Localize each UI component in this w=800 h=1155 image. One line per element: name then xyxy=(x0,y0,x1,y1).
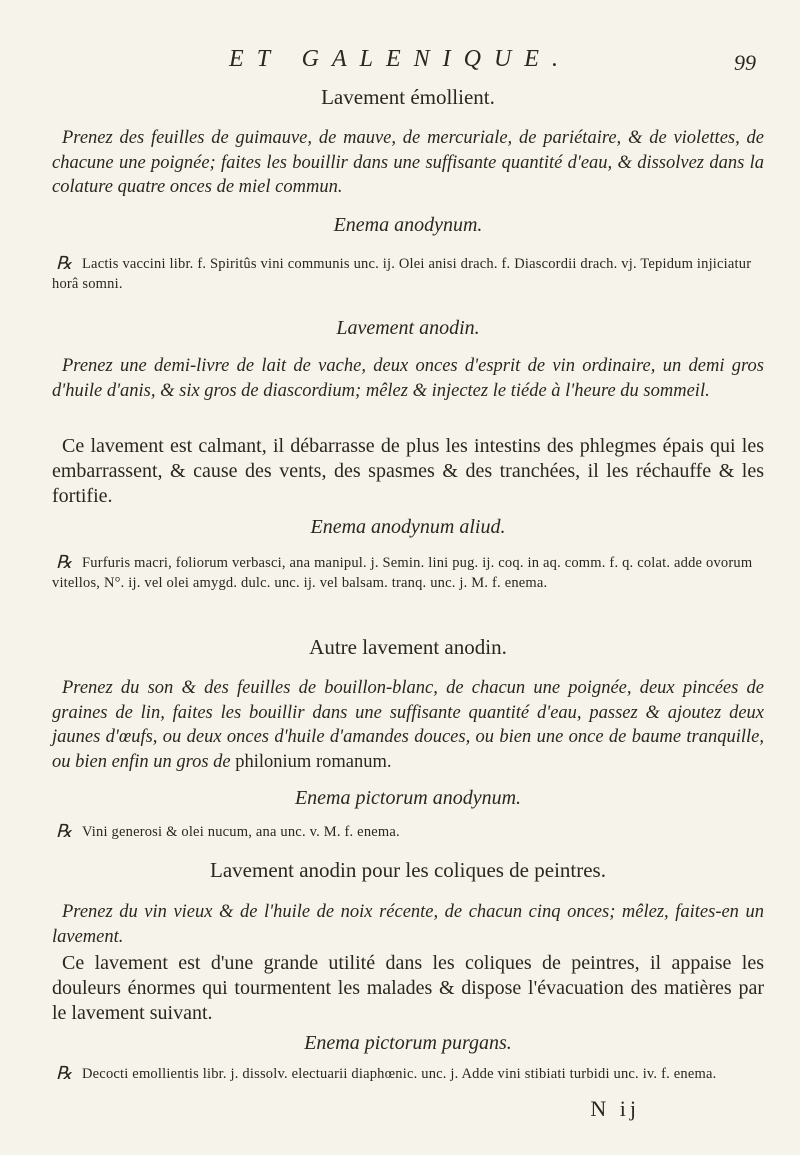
section-autre-lavement-anodin xyxy=(52,634,764,660)
latin-text: Vini generosi & olei nucum, ana unc. v. M. f. enema. xyxy=(82,824,400,840)
section-enema-pictorum-purgans xyxy=(52,1030,764,1056)
page-number: 99 xyxy=(734,50,756,75)
signature-mark: N ij xyxy=(590,1096,640,1121)
section-title: Enema anodynum aliud. xyxy=(310,516,506,538)
latin-prescription xyxy=(52,1064,764,1084)
latin-prescription xyxy=(52,254,764,294)
recipe-text xyxy=(52,900,764,949)
latin-prescription xyxy=(52,553,764,593)
recipe-paragraph: Prenez une demi-livre de lait de vache, deux onces d'esprit de vin ordinaire, un demi gros d'huile d'anis, & six gros de diascordium; mêlez & injectez le tiéde à l'heure du sommeil. xyxy=(52,356,764,401)
rx-symbol: ℞ xyxy=(56,552,73,572)
recipe-text xyxy=(52,354,764,403)
section-enema-pictorum-anodynum xyxy=(52,785,764,811)
section-title: Lavement anodin. xyxy=(336,317,480,339)
section-title: Lavement anodin pour les coliques de peintres. xyxy=(210,858,606,882)
recipe-paragraph: Prenez des feuilles de guimauve, de mauve, de mercuriale, de pariétaire, & de violettes, de chacune une poignée; faites les bouillir dans une suffisante quantité d'eau, & dissolvez dans la colature quatre onces de miel commun. xyxy=(52,128,764,197)
section-lavement-peintres xyxy=(52,857,764,883)
section-enema-anodynum-aliud xyxy=(52,514,764,540)
rx-symbol: ℞ xyxy=(56,1063,73,1083)
latin-text: Lactis vaccini libr. f. Spiritûs vini communis unc. ij. Olei anisi drach. f. Diascordii drach. vj. Tepidum injiciatur horâ somni. xyxy=(52,256,752,292)
section-title: Enema anodynum. xyxy=(333,214,483,236)
section-enema-anodynum xyxy=(52,212,764,238)
section-lavement-anodin xyxy=(52,315,764,341)
running-head: ET GALENIQUE. xyxy=(229,46,571,72)
recipe-text xyxy=(52,126,764,200)
commentary-text xyxy=(52,951,764,1026)
recipe-paragraph: Prenez du son & des feuilles de bouillon-blanc, de chacun une poignée, deux pincées de graines de lin, faites les bouillir dans une suffisante quantité d'eau, passez & ajoutez deux jaunes d'œufs, ou deux onces d'huile d'amandes douces, ou bien une once de baume tranquille, ou bien enfin un gros de philonium romanum. xyxy=(52,678,764,772)
commentary-text xyxy=(52,434,764,509)
rx-symbol: ℞ xyxy=(56,253,73,273)
philonium-romanum: philonium romanum. xyxy=(235,751,392,772)
commentary-paragraph: Ce lavement est calmant, il débarrasse de plus les intestins des phlegmes épais qui les embarrassent, & cause des vents, des spasmes & des tranchées, il les réchauffe & les fortifie. xyxy=(52,435,764,507)
section-title: Enema pictorum anodynum. xyxy=(294,787,522,809)
commentary-paragraph: Ce lavement est d'une grande utilité dans les coliques de peintres, il appaise les douleurs énormes qui tourmentent les malades & dispose l'évacuation des matières par le lavement suivant. xyxy=(52,952,764,1024)
section-title: Autre lavement anodin. xyxy=(309,635,507,659)
recipe-paragraph: Prenez du vin vieux & de l'huile de noix récente, de chacun cinq onces; mêlez, faites-en un lavement. xyxy=(52,902,764,947)
section-title: Enema pictorum purgans. xyxy=(304,1032,512,1054)
section-title: Lavement émollient. xyxy=(321,85,495,109)
recipe-text xyxy=(52,676,764,774)
latin-prescription xyxy=(52,822,764,842)
latin-text: Decocti emollientis libr. j. dissolv. electuarii diaphœnic. unc. j. Adde vini stibiati turbidi unc. iv. f. enema. xyxy=(82,1066,717,1082)
latin-text: Furfuris macri, foliorum verbasci, ana manipul. j. Semin. lini pug. ij. coq. in aq. comm. f. q. colat. adde ovorum vitellos, N°. ij. vel olei amygd. dulc. unc. ij. vel balsam. tranq. unc. j. M. f. enema. xyxy=(52,555,753,591)
section-lavement-emollient xyxy=(52,84,764,110)
rx-symbol: ℞ xyxy=(56,821,73,841)
